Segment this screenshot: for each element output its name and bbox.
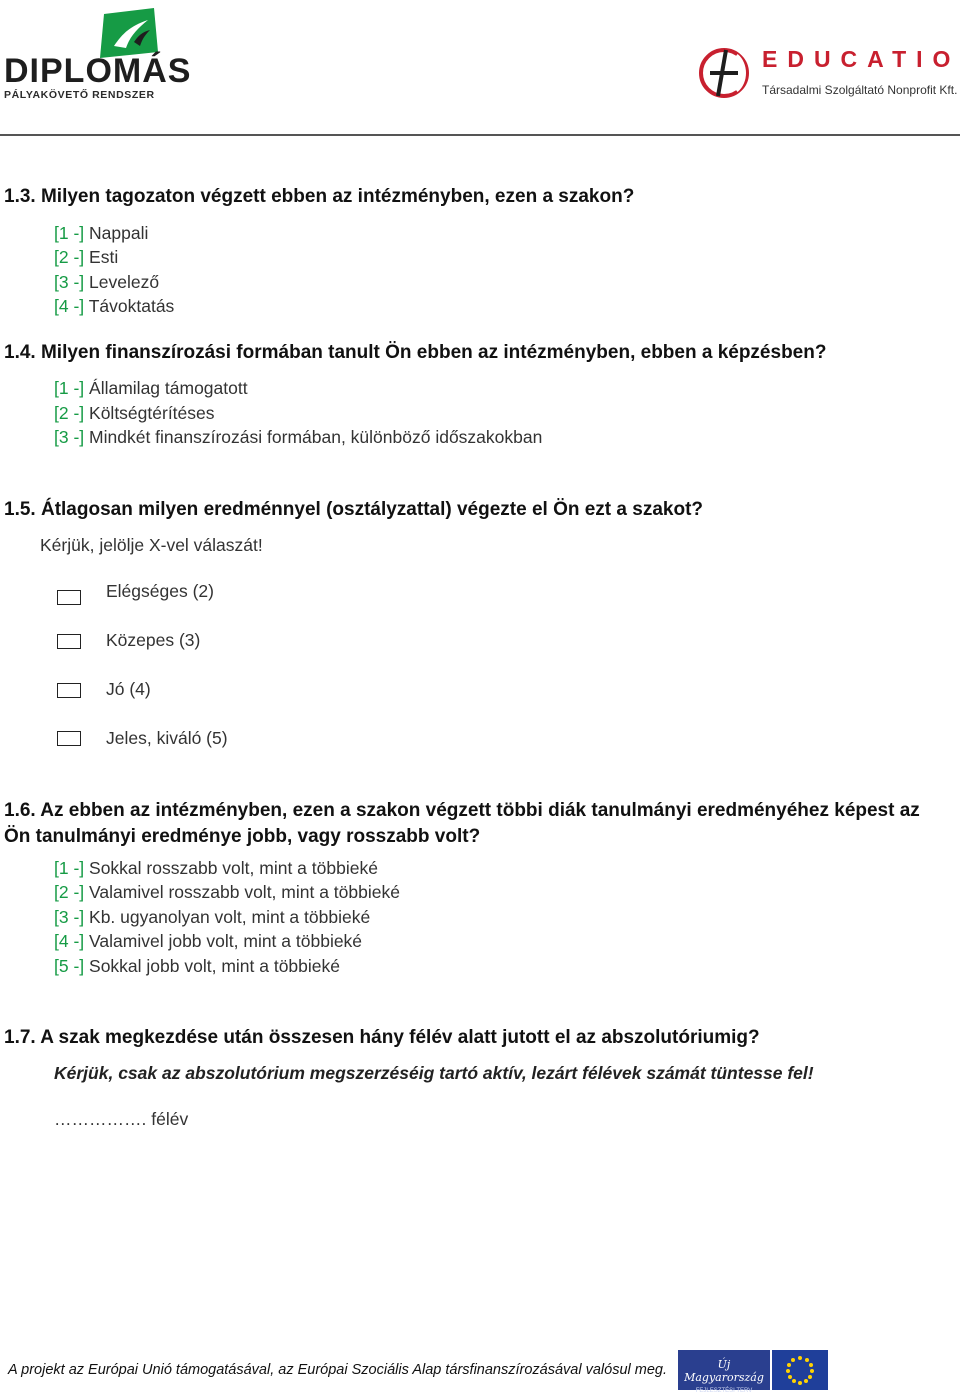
q15-instruction: Kérjük, jelölje X-vel válaszát! bbox=[40, 535, 263, 555]
educatio-logo-subtitle: Társadalmi Szolgáltató Nonprofit Kft. bbox=[762, 83, 958, 97]
q15-checkbox-1[interactable] bbox=[57, 590, 81, 605]
q17-answer-field[interactable]: ……………. félév bbox=[54, 1109, 189, 1129]
option-code: [4 -] bbox=[54, 296, 85, 316]
educatio-logo-icon bbox=[696, 44, 752, 102]
header bbox=[0, 0, 960, 136]
uj-magyarorszag-logo-text: Új Magyarország bbox=[684, 1358, 764, 1384]
option-code: [1 -] bbox=[54, 858, 85, 878]
q15-option-3-label: Jó (4) bbox=[106, 679, 151, 699]
option-code: [3 -] bbox=[54, 272, 85, 292]
eu-flag-icon bbox=[772, 1350, 828, 1390]
q13-option-3[interactable] bbox=[54, 272, 159, 293]
uj-magyarorszag-logo-subtitle: FEJLESZTÉSI TERV bbox=[695, 1388, 753, 1394]
question-1-6-title-line1: 1.6. Az ebben az intézményben, ezen a szakon végzett többi diák tanulmányi eredményéhez képest az bbox=[4, 800, 920, 821]
q14-option-1[interactable] bbox=[54, 378, 248, 399]
educatio-logo-text: EDUCATIO bbox=[762, 46, 960, 72]
q15-checkbox-2[interactable] bbox=[57, 634, 81, 649]
option-code: [2 -] bbox=[54, 882, 85, 902]
q16-option-3[interactable] bbox=[54, 907, 370, 928]
q16-option-2[interactable] bbox=[54, 882, 400, 903]
option-label: Valamivel rosszabb volt, mint a többieké bbox=[89, 882, 400, 902]
q14-option-3[interactable] bbox=[54, 427, 542, 448]
option-code: [2 -] bbox=[54, 403, 85, 423]
option-label: Esti bbox=[89, 247, 119, 267]
option-label: Nappali bbox=[89, 223, 149, 243]
q17-instruction: Kérjük, csak az abszolutórium megszerzéséig tartó aktív, lezárt félévek számát tüntesse fel! bbox=[54, 1063, 814, 1083]
question-1-5-title: 1.5. Átlagosan milyen eredménnyel (osztályzattal) végezte el Ön ezt a szakot? bbox=[4, 499, 704, 520]
header-divider bbox=[0, 134, 960, 136]
question-1-4-title: 1.4. Milyen finanszírozási formában tanult Ön ebben az intézményben, ebben a képzésben? bbox=[4, 342, 827, 363]
question-1-3-title: 1.3. Milyen tagozaton végzett ebben az intézményben, ezen a szakon? bbox=[4, 186, 635, 207]
option-code: [5 -] bbox=[54, 956, 85, 976]
option-code: [1 -] bbox=[54, 223, 85, 243]
q13-option-4[interactable] bbox=[54, 296, 174, 317]
q16-option-5[interactable] bbox=[54, 956, 340, 977]
option-code: [1 -] bbox=[54, 378, 85, 398]
option-label: Levelező bbox=[89, 272, 160, 292]
q16-option-1[interactable] bbox=[54, 858, 378, 879]
q15-option-1-label: Elégséges (2) bbox=[106, 581, 214, 601]
q15-checkbox-3[interactable] bbox=[57, 683, 81, 698]
option-label: Mindkét finanszírozási formában, különböző időszakokban bbox=[89, 427, 543, 447]
q15-checkbox-4[interactable] bbox=[57, 731, 81, 746]
option-label: Költségtérítéses bbox=[89, 403, 215, 423]
option-label: Sokkal rosszabb volt, mint a többieké bbox=[89, 858, 378, 878]
option-code: [3 -] bbox=[54, 907, 85, 927]
q16-option-4[interactable] bbox=[54, 931, 362, 952]
option-label: Távoktatás bbox=[88, 296, 175, 316]
footer-text: A projekt az Európai Unió támogatásával, az Európai Szociális Alap társfinanszírozásával valósul meg. bbox=[8, 1362, 668, 1378]
option-code: [3 -] bbox=[54, 427, 85, 447]
option-label: Valamivel jobb volt, mint a többieké bbox=[89, 931, 363, 951]
q13-option-1[interactable] bbox=[54, 223, 148, 244]
q14-option-2[interactable] bbox=[54, 403, 215, 424]
option-code: [2 -] bbox=[54, 247, 85, 267]
diplomas-logo-text: DIPLOMÁS bbox=[4, 52, 192, 90]
option-label: Kb. ugyanolyan volt, mint a többieké bbox=[89, 907, 371, 927]
question-1-7-title: 1.7. A szak megkezdése után összesen hány félév alatt jutott el az abszolutóriumig? bbox=[4, 1027, 760, 1048]
q15-option-2-label: Közepes (3) bbox=[106, 630, 201, 650]
option-label: Sokkal jobb volt, mint a többieké bbox=[89, 956, 341, 976]
option-code: [4 -] bbox=[54, 931, 85, 951]
q15-option-4-label: Jeles, kiváló (5) bbox=[106, 728, 228, 748]
question-1-6-title-line2: Ön tanulmányi eredménye jobb, vagy rosszabb volt? bbox=[4, 826, 481, 847]
option-label: Államilag támogatott bbox=[89, 378, 248, 398]
q13-option-2[interactable] bbox=[54, 247, 118, 268]
diplomas-logo-subtitle: PÁLYAKÖVETŐ RENDSZER bbox=[4, 89, 155, 101]
uj-magyarorszag-logo bbox=[678, 1350, 770, 1394]
